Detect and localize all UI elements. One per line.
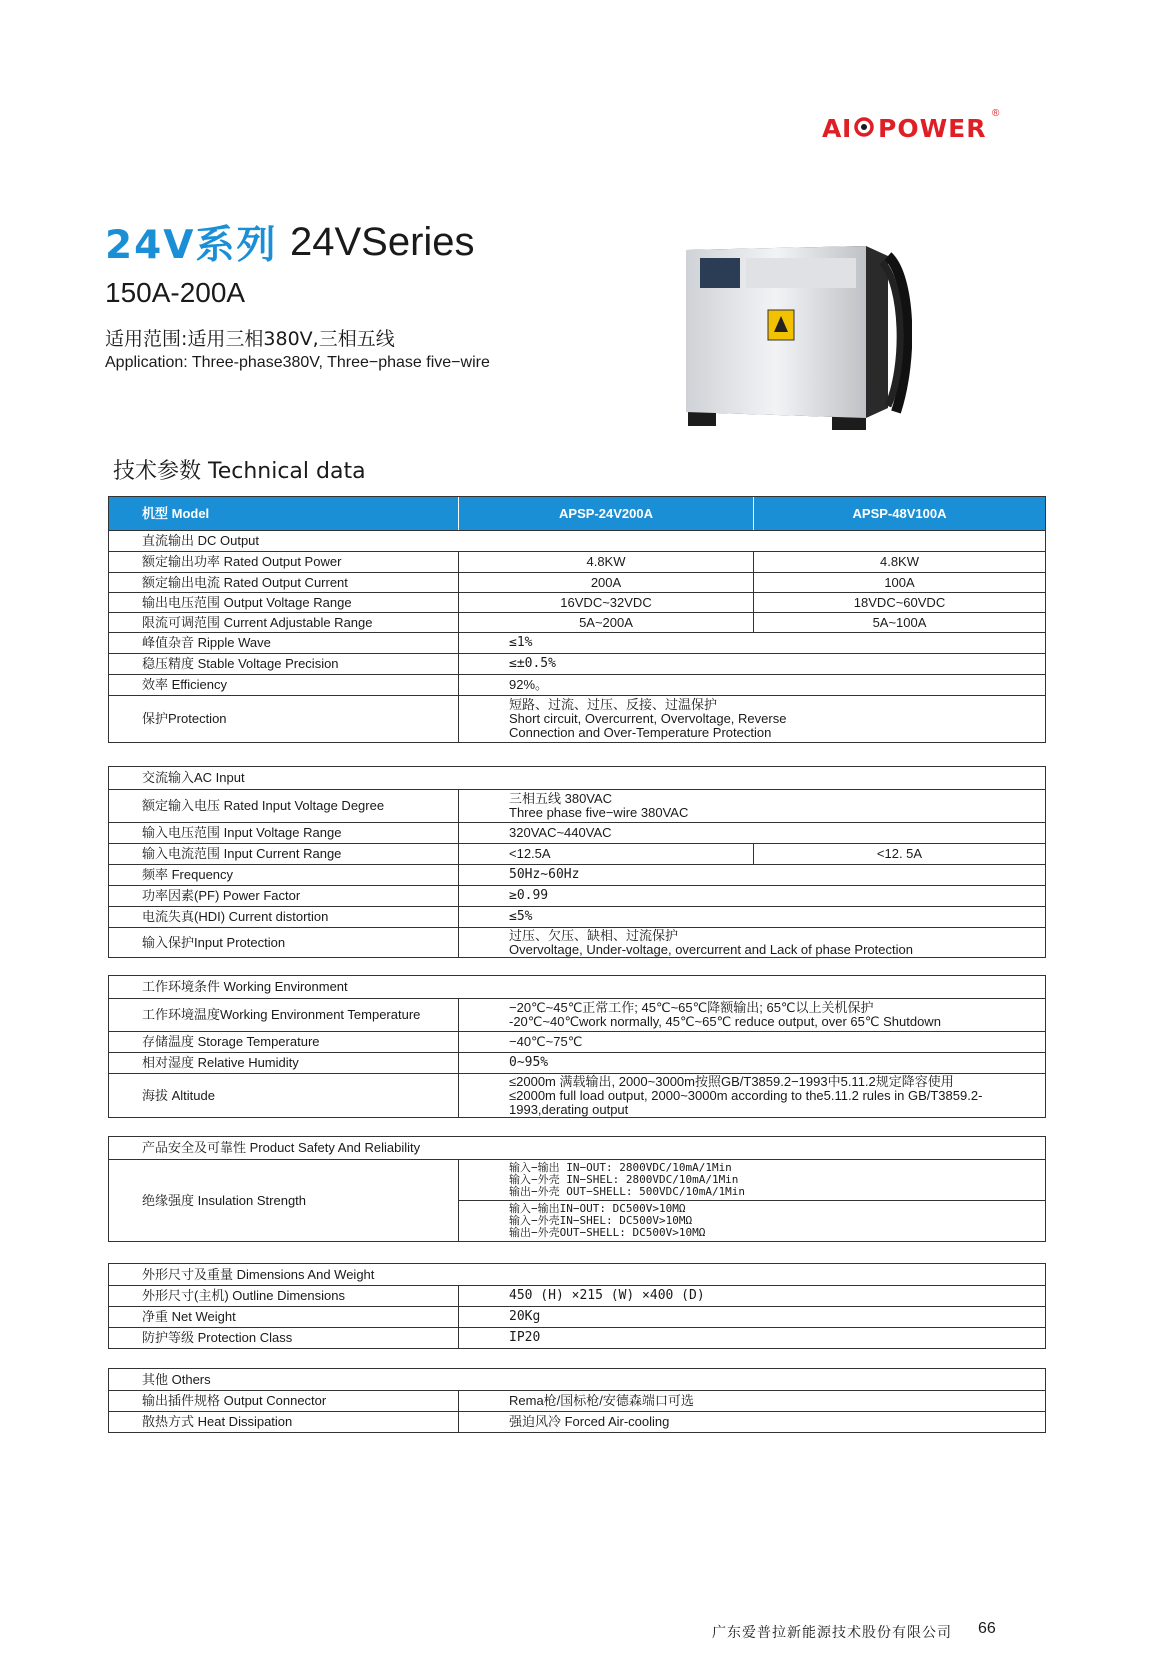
- dimensions-table: [108, 1263, 1046, 1349]
- ac-input-table: [108, 766, 1046, 958]
- row-value: 50Hz~60Hz: [509, 867, 580, 882]
- header-col2: APSP-48V100A: [753, 497, 1045, 530]
- row-label: 净重 Net Weight: [109, 1307, 459, 1327]
- row-value: IP20: [509, 1330, 541, 1345]
- row-label: 输出电压范围 Output Voltage Range: [109, 593, 459, 612]
- row-label: 额定输出电流 Rated Output Current: [109, 573, 459, 592]
- value-line: 输入−输出 IN−OUT: 2800VDC/10mA/1Min: [509, 1161, 732, 1174]
- value-line: 输入−外壳IN−SHEL: DC500V>10MΩ: [509, 1214, 693, 1227]
- value-line: Connection and Over-Temperature Protection: [509, 725, 772, 740]
- row-value: [459, 1160, 1045, 1241]
- logo-letter-a: A: [822, 114, 843, 143]
- row-label: 输入保护Input Protection: [109, 928, 459, 957]
- others-table: [108, 1368, 1046, 1433]
- row-label: 存储温度 Storage Temperature: [109, 1032, 459, 1052]
- row-value: [459, 696, 1045, 742]
- row-value: [459, 1074, 1045, 1117]
- registered-mark: ®: [992, 108, 1000, 119]
- row-value-col1: 4.8KW: [586, 554, 626, 569]
- value-line: 输出−外壳 OUT−SHELL: 500VDC/10mA/1Min: [509, 1185, 746, 1198]
- row-value: ≤5%: [509, 909, 533, 924]
- row-value-col2: 5A~100A: [753, 613, 1045, 632]
- row-value: [459, 999, 1045, 1031]
- header-model: 机型 Model: [109, 497, 459, 530]
- table-row: [109, 1031, 1045, 1052]
- value-line: Overvoltage, Under-voltage, overcurrent and Lack of phase Protection: [509, 941, 913, 957]
- table-row: [109, 1390, 1045, 1411]
- safety-section-title: 产品安全及可靠性 Product Safety And Reliability: [142, 1140, 421, 1155]
- table-row: [109, 1327, 1045, 1348]
- value-line: 输出−外壳OUT−SHELL: DC500V>10MΩ: [509, 1226, 706, 1239]
- section-title: 技术参数 Technical data: [113, 459, 366, 484]
- table-row: [109, 822, 1045, 843]
- table-row: [109, 695, 1045, 742]
- table-row: [109, 864, 1045, 885]
- value-line: Three phase five−wire 380VAC: [509, 805, 689, 820]
- row-value: 强迫风冷 Forced Air-cooling: [509, 1414, 670, 1429]
- row-value-col2: 4.8KW: [753, 552, 1045, 572]
- table-row: [109, 1137, 1045, 1159]
- row-label: 散热方式 Heat Dissipation: [109, 1412, 459, 1432]
- table-row: [109, 1052, 1045, 1073]
- application-cn: 适用范围:适用三相380V,三相五线: [105, 328, 395, 350]
- header-col1: APSP-24V200A: [559, 505, 653, 521]
- row-value: 0~95%: [509, 1055, 549, 1070]
- application-en: Application: Three-phase380V, Three−phase five−wire: [105, 354, 490, 371]
- row-label: 额定输出功率 Rated Output Power: [109, 552, 459, 572]
- value-line: 三相五线 380VAC: [509, 791, 613, 806]
- row-value-col1: 200A: [590, 574, 622, 590]
- table-row: [109, 1073, 1045, 1117]
- row-value: 320VAC~440VAC: [509, 825, 612, 840]
- row-label: 效率 Efficiency: [109, 675, 459, 695]
- safety-table: [108, 1136, 1046, 1242]
- row-value: 20Kg: [509, 1309, 541, 1324]
- table-row: [109, 530, 1045, 551]
- table-row: [109, 572, 1045, 592]
- table-row: [109, 592, 1045, 612]
- others-section-title: 其他 Others: [142, 1371, 211, 1387]
- table-row: [109, 1159, 1045, 1241]
- row-label: 额定输入电压 Rated Input Voltage Degree: [109, 790, 459, 822]
- row-label: 绝缘强度 Insulation Strength: [109, 1160, 459, 1241]
- row-value: Rema枪/国标枪/安德森端口可选: [509, 1393, 694, 1408]
- dc-section-title: 直流输出 DC Output: [142, 533, 260, 548]
- row-value-col1: <12.5A: [509, 846, 551, 861]
- dc-output-table: [108, 496, 1046, 743]
- row-value: [459, 790, 1045, 822]
- row-label: 电流失真(HDI) Current distortion: [109, 907, 459, 927]
- row-label: 工作环境温度Working Environment Temperature: [109, 999, 459, 1031]
- insulation-resistance-block: [459, 1200, 1045, 1241]
- row-value-col2: 18VDC~60VDC: [753, 593, 1045, 612]
- table-row: [109, 1306, 1045, 1327]
- row-value: 92%。: [509, 677, 549, 692]
- insulation-strength-block: [459, 1160, 1045, 1200]
- table-row: [109, 843, 1045, 864]
- row-label: 防护等级 Protection Class: [109, 1328, 459, 1348]
- table-row: [109, 551, 1045, 572]
- table-header-row: [109, 497, 1045, 530]
- brand-logo: [822, 108, 1002, 148]
- table-row: [109, 1264, 1045, 1285]
- row-label: 输出插件规格 Output Connector: [109, 1391, 459, 1411]
- row-value: 450 (H) ×215 (W) ×400 (D): [509, 1288, 705, 1303]
- value-line: ≤2000m 满载输出, 2000~3000m按照GB/T3859.2−1993中5.11.2规定降容使用: [509, 1074, 954, 1089]
- row-value: ≥0.99: [509, 888, 549, 903]
- logo-letter-i: I: [842, 114, 853, 143]
- row-value-col1: 16VDC~32VDC: [560, 594, 652, 610]
- table-row: [109, 674, 1045, 695]
- env-section-title: 工作环境条件 Working Environment: [142, 979, 348, 994]
- row-label: 保护Protection: [109, 696, 459, 742]
- value-line: 输入−外壳 IN−SHEL: 2800VDC/10mA/1Min: [509, 1173, 739, 1186]
- table-row: [109, 767, 1045, 789]
- row-label: 功率因素(PF) Power Factor: [109, 886, 459, 906]
- row-label: 限流可调范围 Current Adjustable Range: [109, 613, 459, 632]
- value-line: Short circuit, Overcurrent, Overvoltage, Reverse: [509, 711, 787, 726]
- table-row: [109, 612, 1045, 632]
- row-label: 稳压精度 Stable Voltage Precision: [109, 654, 459, 674]
- value-line: 短路、过流、过压、反接、过温保护: [509, 697, 718, 712]
- table-row: [109, 789, 1045, 822]
- table-row: [109, 1285, 1045, 1306]
- row-value-col1: 5A~200A: [579, 614, 633, 630]
- row-value-col2: 100A: [753, 573, 1045, 592]
- row-label: 输入电压范围 Input Voltage Range: [109, 823, 459, 843]
- value-line: -20℃~40℃work normally, 45℃~65℃ reduce output, over 65℃ Shutdown: [509, 1014, 941, 1029]
- row-label: 输入电流范围 Input Current Range: [109, 844, 459, 864]
- table-row: [109, 1369, 1045, 1390]
- value-line: 1993,derating output: [509, 1101, 629, 1117]
- table-row: [109, 632, 1045, 653]
- page-number: 66: [978, 1620, 996, 1637]
- ac-section-title: 交流输入AC Input: [142, 770, 245, 785]
- series-title-cn: 24V系列: [105, 223, 278, 268]
- row-label: 外形尺寸(主机) Outline Dimensions: [109, 1286, 459, 1306]
- row-value: ≤±0.5%: [509, 656, 556, 671]
- current-range: 150A-200A: [105, 277, 246, 308]
- dims-section-title: 外形尺寸及重量 Dimensions And Weight: [142, 1266, 375, 1282]
- row-label: 频率 Frequency: [109, 865, 459, 885]
- table-row: [109, 927, 1045, 957]
- footer-company: 广东爱普拉新能源技术股份有限公司: [712, 1625, 952, 1641]
- row-label: 海拔 Altitude: [109, 1074, 459, 1117]
- table-row: [109, 906, 1045, 927]
- logo-ring-icon: [854, 117, 874, 137]
- row-label: 相对湿度 Relative Humidity: [109, 1053, 459, 1073]
- row-value-col2: <12. 5A: [753, 844, 1045, 864]
- table-row: [109, 998, 1045, 1031]
- row-label: 峰值杂音 Ripple Wave: [109, 633, 459, 653]
- table-row: [109, 885, 1045, 906]
- charger-product-image: [682, 236, 912, 436]
- row-value: [459, 928, 1045, 957]
- row-value: −40℃~75℃: [509, 1034, 583, 1049]
- value-line: ≤2000m full load output, 2000~3000m according to the5.11.2 rules in GB/T3859.2-: [509, 1087, 983, 1103]
- value-line: −20℃~45℃正常工作; 45℃~65℃降额输出; 65℃以上关机保护: [509, 1000, 874, 1015]
- environment-table: [108, 975, 1046, 1118]
- value-line: 输入−输出IN−OUT: DC500V>10MΩ: [509, 1202, 686, 1215]
- table-row: [109, 976, 1045, 998]
- logo-wordmark: POWER: [878, 114, 987, 143]
- series-title-en: 24VSeries: [290, 220, 475, 264]
- row-value: ≤1%: [509, 635, 533, 650]
- value-line: 过压、欠压、缺相、过流保护: [509, 928, 679, 943]
- table-row: [109, 1411, 1045, 1432]
- table-row: [109, 653, 1045, 674]
